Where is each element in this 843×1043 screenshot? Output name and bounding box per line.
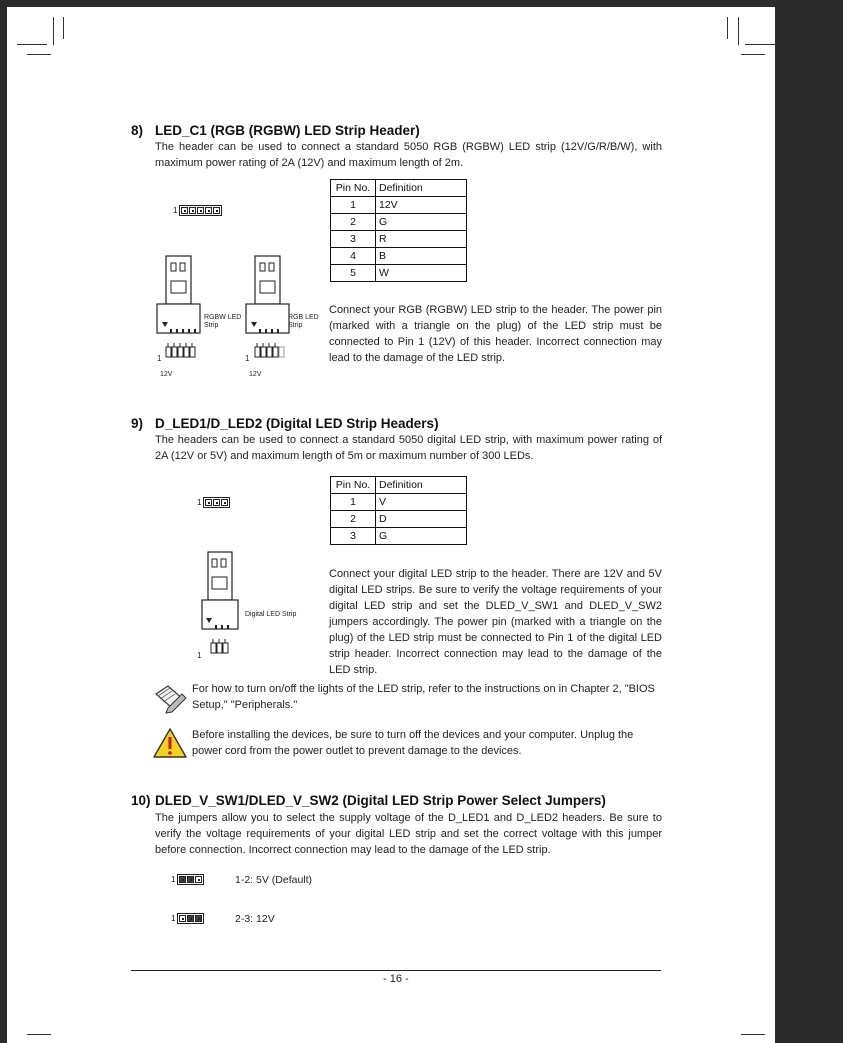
digital-plug-icon — [200, 551, 240, 661]
crop-mark — [741, 1034, 765, 1035]
header-5pin-diagram — [173, 205, 222, 216]
jumper-5v-label: 1-2: 5V (Default) — [235, 874, 313, 886]
header-pin-no: Pin No. — [331, 180, 376, 197]
plug1-voltage: 12V — [160, 371, 173, 378]
pin1-marker: 1 — [171, 914, 176, 923]
pin1-marker: 1 — [197, 498, 202, 507]
section-title-text: D_LED1/D_LED2 (Digital LED Strip Headers) — [155, 416, 439, 431]
info-note: For how to turn on/off the lights of the LED strip, refer to the instructions on in Chapter 2, "BIOS Setup," "Peripherals." — [192, 683, 655, 711]
pin-cell: 4 — [331, 248, 376, 265]
definition-cell: V — [376, 494, 467, 511]
plug2-pin-label: 1 — [245, 354, 250, 363]
plug1-pin-label: 1 — [157, 354, 162, 363]
crop-mark — [63, 17, 64, 39]
section-10-intro: The jumpers allow you to select the supply voltage of the D_LED1 and D_LED2 headers. Be sure to verify the voltage requirements of your digital LED strip and set the correct voltage with this jumper before connection. Incorrect connection may lead to the damage of the LED strip. — [155, 812, 662, 856]
crop-mark — [741, 54, 765, 55]
section-9-body: Connect your digital LED strip to the header. There are 12V and 5V digital LED strips. Be sure to verify the voltage requirements of your digital LED strip and set the DLED_V_SW1 and DLED_V_SW2 jumpers accordingly. The power pin (marked with a triangle on the plug) of the LED strip must be connected to Pin 1 of the digital LED strip header. Incorrect connection may lead to the damage of the LED strip. — [329, 568, 662, 676]
crop-mark — [738, 17, 739, 45]
plug2-voltage: 12V — [249, 371, 262, 378]
table-header-row — [331, 477, 467, 494]
crop-mark — [17, 44, 47, 45]
section-number: 9) — [131, 416, 144, 431]
section-10-title — [131, 793, 606, 808]
table-row — [331, 214, 467, 231]
pin1-marker: 1 — [171, 875, 176, 884]
section-number: 8) — [131, 123, 144, 138]
pencil-note-icon — [152, 682, 188, 714]
section-8-title — [131, 123, 420, 138]
definition-cell: R — [376, 231, 467, 248]
header-pin-no: Pin No. — [331, 477, 376, 494]
jumper-12v-diagram — [171, 913, 204, 924]
section-title-text: DLED_V_SW1/DLED_V_SW2 (Digital LED Strip Power Select Jumpers) — [155, 793, 606, 808]
pin-cell: 1 — [331, 494, 376, 511]
table-row — [331, 494, 467, 511]
plug-pin-label: 1 — [197, 651, 202, 660]
jumper-5v-diagram — [171, 874, 204, 885]
pin1-marker: 1 — [173, 206, 178, 215]
pin-cell: 1 — [331, 197, 376, 214]
rgbw-plug-icon — [155, 255, 205, 365]
crop-mark — [27, 1034, 51, 1035]
pin-cell: 3 — [331, 231, 376, 248]
definition-cell: D — [376, 511, 467, 528]
definition-cell: G — [376, 214, 467, 231]
crop-mark — [727, 17, 728, 39]
pin-header-icon — [179, 205, 222, 216]
header-definition: Definition — [376, 477, 467, 494]
crop-mark — [27, 54, 51, 55]
definition-cell: G — [376, 528, 467, 545]
definition-cell: 12V — [376, 197, 467, 214]
definition-cell: W — [376, 265, 467, 282]
pin-cell: 5 — [331, 265, 376, 282]
table-row — [331, 248, 467, 265]
warning-note: Before installing the devices, be sure to turn off the devices and your computer. Unplug the power cord from the power outlet to prevent damage to the devices. — [192, 729, 634, 757]
crop-mark — [745, 44, 775, 45]
rgb-plug-icon — [244, 255, 294, 365]
page-number: - 16 - — [383, 973, 409, 985]
footer-divider — [131, 970, 661, 971]
pin-cell: 3 — [331, 528, 376, 545]
rgb-strip-label: RGB LED Strip — [288, 314, 319, 329]
pin-header-icon — [203, 497, 230, 508]
section-title-text: LED_C1 (RGB (RGBW) LED Strip Header) — [155, 123, 420, 138]
table-row — [331, 511, 467, 528]
header-definition: Definition — [376, 180, 467, 197]
jumper-12v-label: 2-3: 12V — [235, 913, 275, 925]
section-8-intro: The header can be used to connect a standard 5050 RGB (RGBW) LED strip (12V/G/R/B/W), with maximum power rating of 2A (12V) and maximum length of 2m. — [155, 141, 662, 169]
table-row — [331, 265, 467, 282]
table-row — [331, 197, 467, 214]
jumper-icon — [177, 874, 204, 885]
pin-table-led-c1 — [330, 179, 467, 282]
table-row — [331, 231, 467, 248]
table-header-row — [331, 180, 467, 197]
definition-cell: B — [376, 248, 467, 265]
table-row — [331, 528, 467, 545]
manual-page — [7, 7, 775, 1043]
pin-table-d-led — [330, 476, 467, 545]
section-8-body: Connect your RGB (RGBW) LED strip to the header. The power pin (marked with a triangle on the plug) of the LED strip must be connected to Pin 1 (12V) of this header. Incorrect connection may lead to the damage of the LED strip. — [329, 304, 662, 364]
jumper-icon — [177, 913, 204, 924]
section-number: 10) — [131, 793, 151, 808]
digital-strip-label: Digital LED Strip — [245, 611, 297, 618]
pin-cell: 2 — [331, 511, 376, 528]
crop-mark — [53, 17, 54, 45]
header-3pin-diagram — [197, 497, 230, 508]
warning-icon — [153, 727, 187, 759]
pin-cell: 2 — [331, 214, 376, 231]
rgbw-strip-label: RGBW LED Strip — [204, 314, 242, 329]
section-9-title — [131, 416, 439, 431]
section-9-intro: The headers can be used to connect a standard 5050 digital LED strip, with maximum power rating of 2A (12V or 5V) and maximum length of 5m or maximum number of 300 LEDs. — [155, 434, 662, 462]
